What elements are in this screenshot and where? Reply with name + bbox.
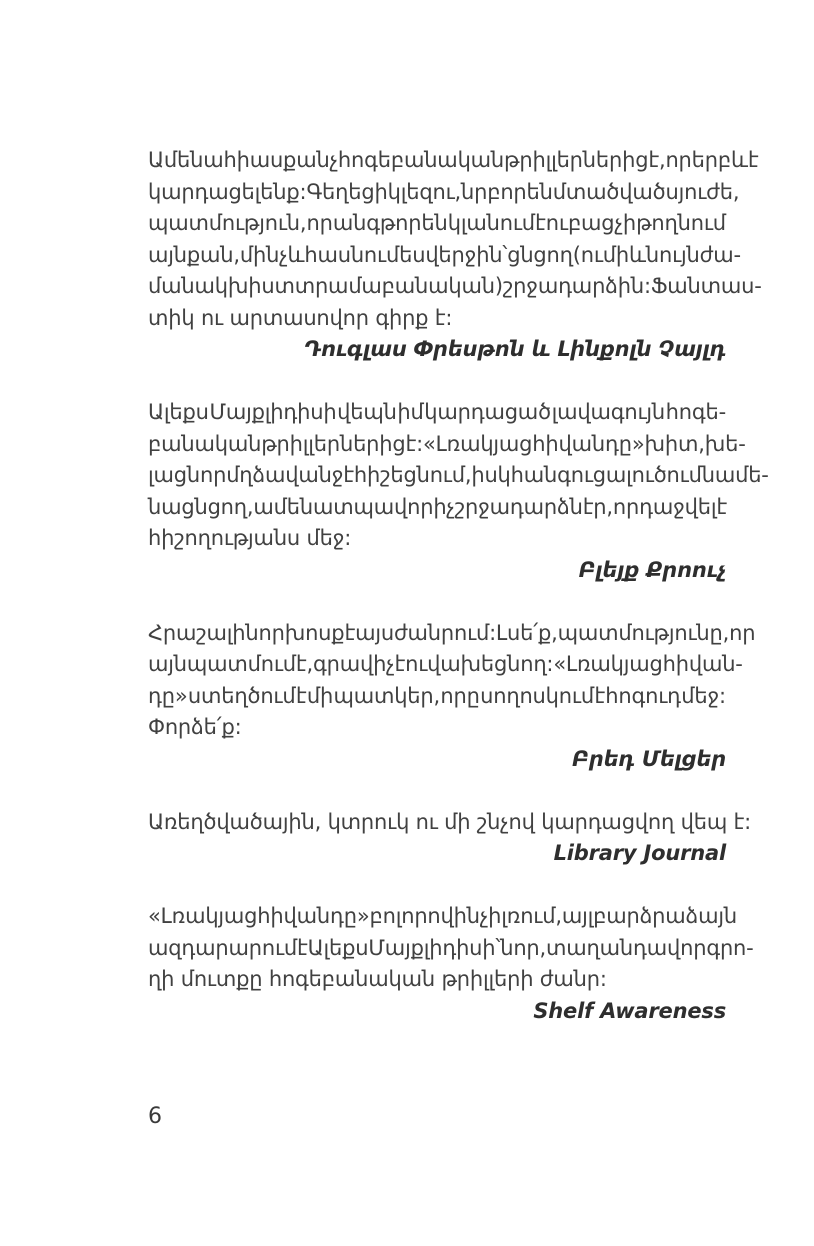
quote-attribution: Բլեյք Քրոուչ [578, 557, 726, 582]
quote-line: Փորձե՛ք: [148, 715, 242, 739]
quote-line: այն պատմում է, գրավիչ է ու վախեցնող: «Լռակյաց հիվան- [148, 652, 743, 676]
quotes-list [148, 145, 769, 1059]
quote-line: պատմություն, որ անգթորեն կլանում է ու բաց չի թողնում [148, 211, 726, 235]
quote-line: լացնոր մղձավանջ է հիշեցնում, իսկ հանգուցալուծումն ամե- [148, 463, 769, 487]
quote-line: կարդացել ենք: Գեղեցիկ լեզու, նրբորեն մտածված սյուժե, [148, 179, 740, 204]
quote-line: նացնցող, ամենատպավորիչ շրջադարձն էր, որ դաջվել է [148, 494, 728, 519]
quote-line: ազդարարում է Ալեքս Մայքլիդիսի՝ նոր, տաղանդավոր գրո- [148, 935, 754, 960]
quote-paragraph [148, 145, 762, 366]
quote-line: «Լռակյաց հիվանդը» բոլորովին չի լռում, այլ բարձրաձայն [148, 904, 737, 928]
quote-line: Ամենահիասքանչ հոգեբանական թրիլլերներից է, որ երբևէ [148, 148, 759, 172]
quote-attribution: Shelf Awareness [533, 998, 726, 1023]
quote-line: ղի մուտքը հոգեբանական թրիլլերի ժանր: [148, 967, 607, 991]
quote-paragraph [148, 901, 754, 1027]
quote-paragraph [148, 397, 769, 586]
quote-line: դը» ստեղծում է մի պատկեր, որը սողոսկում է հոգուդ մեջ: [148, 683, 726, 708]
quote-line: մանակ խիստ տրամաբանական) շրջադարձին: Ֆանտաս- [148, 274, 762, 298]
quote-line: բանական թրիլլերներից է: «Լռակյաց հիվանդը» խիտ, խե- [148, 431, 746, 456]
quote-attribution: Library Journal [553, 841, 726, 865]
quote-paragraph [148, 807, 752, 870]
quote-line: այնքան, մինչև հասնում ես վերջին՝ ցնցող (ու միևնույն ժա- [148, 242, 741, 267]
quote-paragraph [148, 618, 756, 776]
quote-line: Հրաշալի նոր խոսք է այս ժանրում: Լսե՛ք, պատմությունը, որ [148, 620, 756, 645]
quote-line: Առեղծվածային, կտրուկ ու մի շնչով կարդացվող վեպ է: [148, 809, 752, 834]
quote-attribution: Բրեդ Մելցեր [572, 746, 726, 771]
quote-line: հիշողությանս մեջ: [148, 526, 352, 550]
quote-line: Ալեքս Մայքլիդիսի վեպն իմ կարդացած լավագույն հոգե- [148, 400, 726, 424]
quote-attribution: Դուգլաս Փրեսթոն և Լինքոլն Չայլդ [304, 337, 726, 361]
page-number: 6 [148, 1104, 162, 1129]
quote-line: տիկ ու արտասովոր գիրք է: [148, 305, 453, 330]
